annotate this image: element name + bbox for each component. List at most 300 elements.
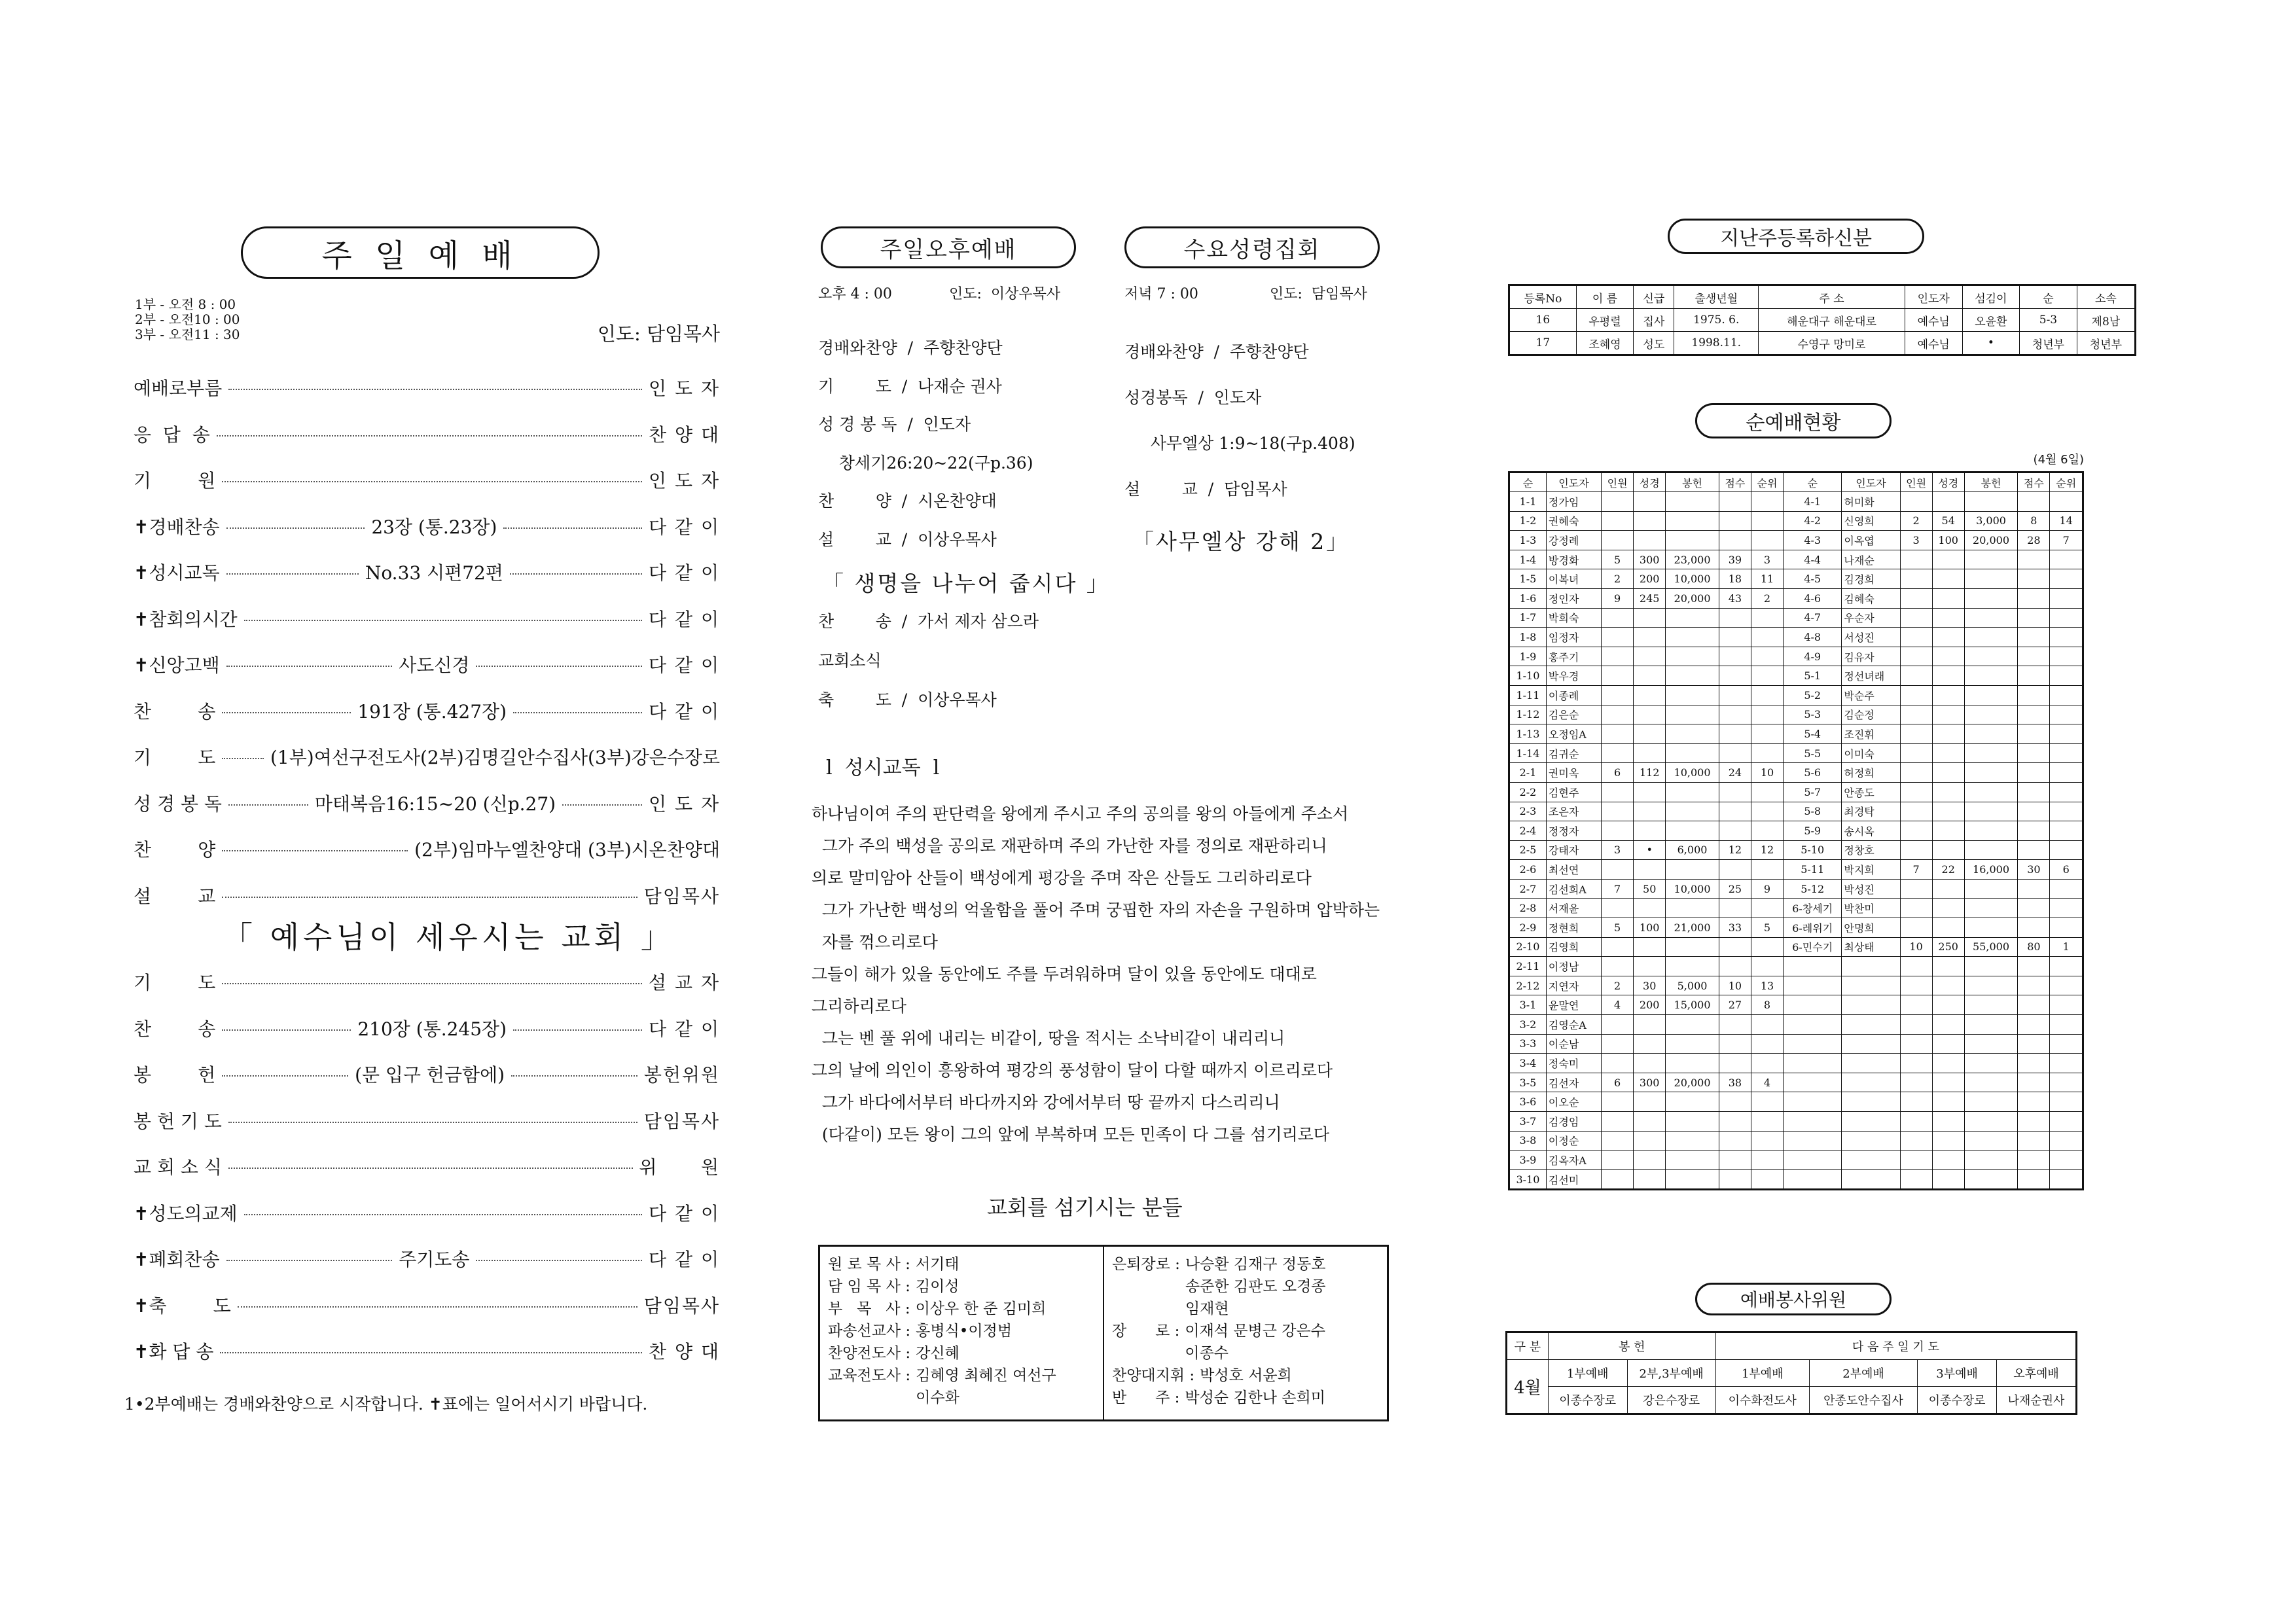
order-label: 교 회 소 식: [134, 1156, 222, 1178]
attendance-cell: [1964, 976, 2018, 995]
attendance-cell: [1719, 1034, 1751, 1054]
committee-offering-header: 봉 헌: [1548, 1332, 1715, 1360]
attendance-cell: [1634, 1015, 1666, 1035]
attendance-cell: [1719, 724, 1751, 744]
attendance-cell: [1602, 1054, 1634, 1073]
attendance-cell: [2018, 1073, 2050, 1092]
attendance-cell: [1900, 802, 1932, 821]
attendance-header-cell: 인원: [1900, 473, 1932, 492]
registrations-cell: 조혜영: [1576, 332, 1634, 355]
attendance-cell: [1932, 492, 1964, 512]
attendance-cell: [2018, 1034, 2050, 1054]
attendance-cell: [1964, 763, 2018, 783]
attendance-cell: [1666, 1169, 1719, 1190]
attendance-cell: [1932, 1112, 1964, 1132]
order-row: [134, 1153, 720, 1179]
sunday-service-title: 주 일 예 배: [321, 237, 519, 274]
attendance-cell: 2: [1602, 569, 1634, 589]
attendance-cell: [1719, 628, 1751, 647]
attendance-row: [1509, 685, 2083, 705]
attendance-cell: [1964, 995, 2018, 1015]
sunday-leader: 인도: 담임목사: [597, 323, 720, 345]
attendance-row: [1509, 995, 2083, 1015]
attendance-cell: 18: [1719, 569, 1751, 589]
attendance-cell: 이오순: [1546, 1092, 1601, 1112]
attendance-cell: [2018, 1150, 2050, 1170]
registrations-table: [1508, 284, 2136, 356]
attendance-cell: 3-2: [1509, 1015, 1547, 1035]
order-label: ✝화 답 송: [134, 1341, 214, 1363]
attendance-cell: [2018, 1131, 2050, 1150]
registrations-row: [1509, 309, 2136, 332]
committee-title: 예배봉사위원: [1740, 1289, 1847, 1311]
attendance-cell: [1719, 492, 1751, 512]
attendance-cell: [1964, 1169, 2018, 1190]
attendance-cell: [2018, 899, 2050, 918]
attendance-cell: [2018, 724, 2050, 744]
reading-line: 자를 꺾으리로다: [812, 933, 938, 952]
attendance-cell: [2050, 1131, 2083, 1150]
attendance-cell: [1719, 743, 1751, 763]
attendance-row: [1509, 899, 2083, 918]
order-person: 다 같 이: [649, 1202, 720, 1224]
attendance-cell: [1842, 1015, 1900, 1035]
attendance-cell: 3: [1602, 840, 1634, 860]
attendance-cell: [1719, 1131, 1751, 1150]
attendance-cell: [2018, 569, 2050, 589]
dot-leader: [476, 1260, 642, 1261]
attendance-cell: 4: [1602, 995, 1634, 1015]
order-detail: (1부)여선구전도사(2부)김명길안수집사(3부)강은수장로: [270, 747, 720, 768]
attendance-cell: 지연자: [1546, 976, 1601, 995]
attendance-row: [1509, 1034, 2083, 1054]
attendance-cell: [1900, 1131, 1932, 1150]
attendance-cell: 4-3: [1784, 531, 1842, 550]
afternoon-item: 성 경 봉 독 / 인도자: [818, 415, 971, 434]
attendance-cell: 33: [1719, 918, 1751, 938]
order-label: 성 경 봉 독: [134, 793, 222, 815]
attendance-cell: 6-창세기: [1784, 899, 1842, 918]
attendance-cell: 5-12: [1784, 879, 1842, 899]
registrations-header-cell: 이 름: [1576, 285, 1634, 309]
dot-leader: [511, 1075, 637, 1077]
dot-leader: [562, 804, 642, 806]
attendance-cell: [1932, 782, 1964, 802]
attendance-cell: [1900, 1034, 1932, 1054]
attendance-cell: [1932, 666, 1964, 686]
dot-leader: [510, 573, 642, 575]
attendance-cell: 1-9: [1509, 647, 1547, 666]
attendance-cell: 박성진: [1842, 879, 1900, 899]
attendance-cell: [2018, 743, 2050, 763]
attendance-cell: [1602, 666, 1634, 686]
service-time-2: 2부 - 오전10 : 00: [135, 312, 240, 327]
attendance-cell: [1602, 743, 1634, 763]
attendance-cell: 1-4: [1509, 550, 1547, 569]
attendance-cell: [1634, 1150, 1666, 1170]
attendance-cell: [2018, 957, 2050, 976]
attendance-row: [1509, 647, 2083, 666]
attendance-cell: 송시옥: [1842, 821, 1900, 841]
attendance-cell: [1964, 1015, 2018, 1035]
order-row: [134, 605, 720, 632]
attendance-cell: [1900, 1073, 1932, 1092]
attendance-cell: 3-6: [1509, 1092, 1547, 1112]
committee-subheader-cell: 2부예배: [1809, 1360, 1917, 1387]
order-detail: (2부)임마누엘찬양대 (3부)시온찬양대: [414, 839, 720, 861]
attendance-cell: [2050, 1015, 2083, 1035]
attendance-cell: 4-5: [1784, 569, 1842, 589]
registrations-header-cell: 등록No: [1509, 285, 1577, 309]
attendance-cell: [1751, 743, 1783, 763]
attendance-cell: [1964, 1150, 2018, 1170]
attendance-cell: 김현주: [1546, 782, 1601, 802]
attendance-cell: [1842, 1112, 1900, 1132]
attendance-cell: 박찬미: [1842, 899, 1900, 918]
attendance-cell: [1719, 531, 1751, 550]
attendance-cell: [1666, 1092, 1719, 1112]
order-person: 다 같 이: [649, 562, 720, 584]
attendance-cell: 이정순: [1546, 1131, 1601, 1150]
attendance-cell: 김선자: [1546, 1073, 1601, 1092]
order-person: 찬 양 대: [649, 423, 720, 446]
attendance-cell: [1900, 763, 1932, 783]
attendance-cell: 3-5: [1509, 1073, 1547, 1092]
attendance-cell: [1900, 492, 1932, 512]
attendance-cell: [1666, 647, 1719, 666]
staff-names: 나승환 김재구 정동호 송준한 김판도 오경종 임재현: [1185, 1256, 1326, 1317]
attendance-cell: [1784, 1112, 1842, 1132]
attendance-cell: 2-7: [1509, 879, 1547, 899]
attendance-cell: [1751, 957, 1783, 976]
attendance-cell: [1842, 957, 1900, 976]
attendance-cell: [1784, 1054, 1842, 1073]
attendance-cell: [1932, 918, 1964, 938]
registrations-cell: 청년부: [2020, 332, 2077, 355]
attendance-cell: [1634, 492, 1666, 512]
order-row: [134, 1200, 720, 1226]
attendance-cell: 김경임: [1546, 1112, 1601, 1132]
attendance-cell: [1751, 1112, 1783, 1132]
attendance-cell: 윤말연: [1546, 995, 1601, 1015]
attendance-cell: [1932, 879, 1964, 899]
attendance-cell: 김선미: [1546, 1169, 1601, 1190]
attendance-cell: 이미숙: [1842, 743, 1900, 763]
attendance-cell: 4-9: [1784, 647, 1842, 666]
wednesday-item: 설 교 / 담임목사: [1124, 480, 1287, 499]
order-label: ✝성시교독: [134, 562, 220, 584]
order-label: ✝성도의교제: [134, 1202, 238, 1224]
attendance-cell: [1719, 937, 1751, 957]
attendance-cell: 3-4: [1509, 1054, 1547, 1073]
attendance-cell: 10,000: [1666, 763, 1719, 783]
attendance-cell: 권미옥: [1546, 763, 1601, 783]
attendance-cell: 허정희: [1842, 763, 1900, 783]
attendance-cell: [1719, 860, 1751, 880]
attendance-cell: [2018, 647, 2050, 666]
attendance-cell: [2018, 685, 2050, 705]
dot-leader: [476, 666, 642, 667]
attendance-cell: [1666, 608, 1719, 628]
attendance-cell: [1634, 511, 1666, 531]
registrations-cell: 집사: [1634, 309, 1674, 332]
committee-division-header: 구 분: [1507, 1332, 1549, 1360]
afternoon-time: 오후 4 : 00: [818, 286, 892, 302]
attendance-cell: [1932, 685, 1964, 705]
attendance-cell: [1900, 840, 1932, 860]
attendance-cell: [1634, 705, 1666, 724]
attendance-cell: [1666, 782, 1719, 802]
attendance-cell: [1602, 821, 1634, 841]
attendance-cell: 300: [1634, 550, 1666, 569]
wednesday-sermon-title: 「사무엘상 강해 2」: [1132, 529, 1350, 554]
sunday-sermon-title: 「 예수님이 세우시는 교회 」: [223, 919, 675, 955]
attendance-row: [1509, 1015, 2083, 1035]
dot-leader: [503, 527, 642, 529]
order-row: [134, 1107, 720, 1133]
order-detail: 마태복음16:15~20 (신p.27): [314, 793, 556, 815]
staff-role: 파송선교사 :: [828, 1323, 911, 1340]
committee-subheader-cell: 1부예배: [1548, 1360, 1627, 1387]
attendance-cell: [2018, 918, 2050, 938]
attendance-cell: [1719, 1112, 1751, 1132]
attendance-cell: 1-10: [1509, 666, 1547, 686]
attendance-cell: [2018, 588, 2050, 608]
attendance-cell: [1634, 1034, 1666, 1054]
attendance-cell: [1964, 1092, 2018, 1112]
dot-leader: [244, 1214, 642, 1215]
service-times: [135, 297, 240, 342]
attendance-cell: 4-4: [1784, 550, 1842, 569]
dot-leader: [513, 712, 642, 713]
committee-value-cell: 이종수장로: [1548, 1387, 1627, 1414]
attendance-cell: 10,000: [1666, 879, 1719, 899]
dot-leader: [222, 758, 264, 759]
attendance-cell: 2-1: [1509, 763, 1547, 783]
staff-role: 찬양대지휘 :: [1112, 1367, 1195, 1384]
attendance-cell: [1634, 860, 1666, 880]
staff-names: 김이성: [915, 1278, 960, 1295]
attendance-cell: 2-6: [1509, 860, 1547, 880]
attendance-cell: 김옥자A: [1546, 1150, 1601, 1170]
attendance-cell: 2-12: [1509, 976, 1547, 995]
attendance-cell: [1964, 840, 2018, 860]
attendance-cell: [1964, 588, 2018, 608]
attendance-cell: 8: [1751, 995, 1783, 1015]
attendance-cell: [2050, 1092, 2083, 1112]
attendance-cell: [1784, 1034, 1842, 1054]
attendance-cell: [1666, 1112, 1719, 1132]
attendance-cell: 27: [1719, 995, 1751, 1015]
attendance-cell: [1964, 802, 2018, 821]
dot-leader: [222, 1029, 351, 1031]
attendance-cell: 7: [2050, 531, 2083, 550]
attendance-cell: [1666, 937, 1719, 957]
attendance-cell: [1719, 782, 1751, 802]
attendance-cell: [2018, 1015, 2050, 1035]
attendance-cell: 정현희: [1546, 918, 1601, 938]
order-person: 다 같 이: [649, 654, 720, 676]
attendance-cell: [1842, 995, 1900, 1015]
staff-role: 교육전도사 :: [828, 1367, 911, 1384]
attendance-cell: [1751, 705, 1783, 724]
staff-names: 이상우 한 준 김미희: [915, 1300, 1047, 1317]
attendance-cell: [1751, 802, 1783, 821]
attendance-cell: [2018, 802, 2050, 821]
afternoon-title-pill: [821, 226, 1076, 268]
order-person: 찬 양 대: [649, 1341, 720, 1363]
attendance-cell: 300: [1634, 1073, 1666, 1092]
staff-row: [1112, 1387, 1379, 1409]
attendance-header-cell: 점수: [1719, 473, 1751, 492]
attendance-cell: [1900, 782, 1932, 802]
order-row: [134, 743, 720, 770]
attendance-cell: [1602, 899, 1634, 918]
attendance-cell: [1784, 1015, 1842, 1035]
attendance-cell: 3: [1900, 531, 1932, 550]
attendance-cell: [1602, 937, 1634, 957]
attendance-cell: 2-8: [1509, 899, 1547, 918]
attendance-cell: 정가임: [1546, 492, 1601, 512]
order-person: 담임목사: [643, 1110, 720, 1132]
attendance-cell: 박희숙: [1546, 608, 1601, 628]
attendance-cell: 5-10: [1784, 840, 1842, 860]
order-detail: 주기도송: [399, 1249, 470, 1270]
attendance-cell: [1666, 860, 1719, 880]
attendance-cell: [1932, 705, 1964, 724]
attendance-cell: [1932, 1169, 1964, 1190]
attendance-cell: 7: [1900, 860, 1932, 880]
attendance-cell: [1964, 1034, 2018, 1054]
attendance-cell: [1719, 1054, 1751, 1073]
attendance-cell: [1784, 976, 1842, 995]
attendance-cell: 6-레위기: [1784, 918, 1842, 938]
attendance-cell: [1751, 860, 1783, 880]
attendance-cell: 2: [1602, 976, 1634, 995]
attendance-cell: [1900, 821, 1932, 841]
attendance-row: [1509, 937, 2083, 957]
attendance-cell: [2050, 899, 2083, 918]
attendance-cell: [1964, 550, 2018, 569]
registrations-cell: •: [1962, 332, 2020, 355]
attendance-cell: [2018, 763, 2050, 783]
attendance-cell: 30: [1634, 976, 1666, 995]
attendance-cell: 100: [1932, 531, 1964, 550]
afternoon-sermon-title: 「 생명을 나누어 줍시다 」: [822, 571, 1110, 596]
attendance-cell: [1634, 802, 1666, 821]
attendance-cell: 안명희: [1842, 918, 1900, 938]
attendance-cell: 10,000: [1666, 569, 1719, 589]
attendance-cell: 정선녀래: [1842, 666, 1900, 686]
attendance-cell: [1666, 628, 1719, 647]
attendance-cell: [2050, 647, 2083, 666]
attendance-cell: 김영순A: [1546, 1015, 1601, 1035]
attendance-cell: [1900, 918, 1932, 938]
attendance-cell: 5-4: [1784, 724, 1842, 744]
afternoon-leader: 인도: 이상우목사: [949, 286, 1061, 302]
attendance-cell: [1932, 743, 1964, 763]
attendance-cell: [1932, 1034, 1964, 1054]
attendance-cell: 4-6: [1784, 588, 1842, 608]
attendance-cell: 6: [1602, 763, 1634, 783]
attendance-cell: 24: [1719, 763, 1751, 783]
registrations-header-cell: 주 소: [1759, 285, 1905, 309]
attendance-row: [1509, 763, 2083, 783]
attendance-cell: [2050, 569, 2083, 589]
attendance-cell: [1900, 569, 1932, 589]
attendance-cell: [1666, 1034, 1719, 1054]
attendance-cell: 정숙미: [1546, 1054, 1601, 1073]
attendance-cell: [2018, 628, 2050, 647]
registrations-cell: 오윤환: [1962, 309, 2020, 332]
attendance-cell: 16,000: [1964, 860, 2018, 880]
registrations-cell: 제8남: [2077, 309, 2135, 332]
attendance-cell: [1666, 724, 1719, 744]
committee-subheader-cell: 1부예배: [1715, 1360, 1809, 1387]
attendance-row: [1509, 1112, 2083, 1132]
attendance-cell: 200: [1634, 569, 1666, 589]
attendance-cell: [2050, 628, 2083, 647]
order-label: 찬 양: [134, 839, 216, 861]
attendance-cell: [1602, 531, 1634, 550]
order-person: 인 도 자: [649, 470, 720, 491]
attendance-cell: 이복녀: [1546, 569, 1601, 589]
attendance-cell: 20,000: [1666, 588, 1719, 608]
attendance-cell: 10: [1751, 763, 1783, 783]
order-person: 다 같 이: [649, 516, 721, 538]
afternoon-item: 찬 양 / 시온찬양대: [818, 491, 997, 510]
attendance-cell: 1-13: [1509, 724, 1547, 744]
staff-row: [828, 1364, 1095, 1409]
staff-row: [828, 1275, 1095, 1298]
attendance-cell: [1900, 1054, 1932, 1073]
attendance-header-cell: 성경: [1634, 473, 1666, 492]
attendance-row: [1509, 840, 2083, 860]
attendance-title-pill: [1695, 403, 1892, 438]
wednesday-title-pill: [1124, 226, 1380, 268]
staff-names: 김혜영 최혜진 여선구 이수화: [916, 1367, 1056, 1406]
attendance-cell: [1751, 1092, 1783, 1112]
attendance-cell: [1602, 608, 1634, 628]
afternoon-item: 축 도 / 이상우목사: [818, 690, 997, 709]
order-label: 설 교: [134, 885, 216, 907]
attendance-cell: [1784, 1092, 1842, 1112]
attendance-cell: [1751, 492, 1783, 512]
attendance-cell: [1842, 1150, 1900, 1170]
attendance-cell: [2050, 976, 2083, 995]
attendance-cell: 김순정: [1842, 705, 1900, 724]
attendance-cell: [2050, 763, 2083, 783]
attendance-cell: [1900, 724, 1932, 744]
committee-value-cell: 안종도안수집사: [1809, 1387, 1917, 1414]
order-label: 기 원: [134, 470, 216, 491]
attendance-cell: 9: [1751, 879, 1783, 899]
attendance-cell: [1634, 647, 1666, 666]
attendance-cell: 3-7: [1509, 1112, 1547, 1132]
dot-leader: [226, 527, 365, 529]
reading-line: 그리하리로다: [812, 997, 906, 1016]
attendance-cell: [1842, 1034, 1900, 1054]
attendance-cell: [1784, 1150, 1842, 1170]
attendance-cell: [1719, 899, 1751, 918]
order-detail: 210장 (통.245장): [357, 1018, 507, 1040]
registrations-row: [1509, 332, 2136, 355]
attendance-header-cell: 순위: [1751, 473, 1783, 492]
attendance-row: [1509, 1150, 2083, 1170]
attendance-cell: 2: [1751, 588, 1783, 608]
attendance-cell: 나재순: [1842, 550, 1900, 569]
attendance-cell: 4-1: [1784, 492, 1842, 512]
